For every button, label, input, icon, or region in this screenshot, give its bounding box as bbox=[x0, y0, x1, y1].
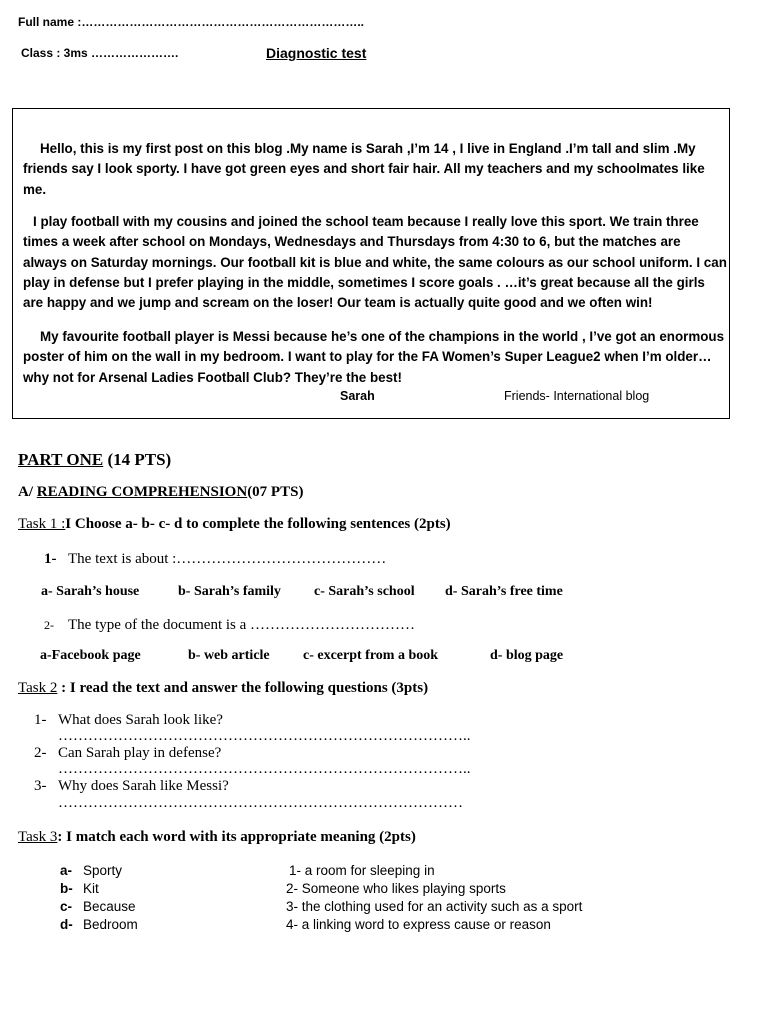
q2-option-a: a-Facebook page bbox=[40, 648, 141, 663]
task2-answer-line-1: ……………………………………………………………………….. bbox=[58, 728, 471, 744]
task2-question-3 bbox=[34, 778, 229, 795]
part-one-heading bbox=[18, 450, 171, 470]
word-letter: b- bbox=[60, 881, 73, 896]
task1-question-1 bbox=[44, 551, 386, 568]
passage-author: Sarah bbox=[340, 389, 375, 403]
section-a-title: READING COMPREHENSION bbox=[36, 484, 248, 500]
match-meaning-1: 1- a room for sleeping in bbox=[289, 863, 435, 878]
q1-option-b: b- Sarah’s family bbox=[178, 584, 281, 599]
task1-heading bbox=[18, 516, 451, 533]
task2-label: Task 2 bbox=[18, 680, 58, 696]
task2-instruction: : I read the text and answer the following questions (3pts) bbox=[57, 680, 429, 696]
part-one-points: (14 PTS) bbox=[103, 450, 172, 469]
question-number: 1- bbox=[34, 712, 47, 728]
class-field: Class : 3ms …………………. bbox=[21, 46, 179, 60]
question-text: The type of the document is a …………………………… bbox=[68, 617, 416, 633]
q1-option-a: a- Sarah’s house bbox=[41, 584, 140, 599]
question-number: 3- bbox=[34, 778, 47, 794]
q2-option-b: b- web article bbox=[188, 648, 270, 663]
task1-instruction: I Choose a- b- c- d to complete the following sentences (2pts) bbox=[65, 516, 451, 532]
question-text: Why does Sarah like Messi? bbox=[58, 778, 229, 794]
task3-label: Task 3 bbox=[18, 829, 58, 845]
reading-passage bbox=[12, 108, 730, 419]
section-a-prefix: A/ bbox=[18, 484, 37, 500]
word-text: Sporty bbox=[83, 863, 123, 878]
word-letter: a- bbox=[60, 863, 73, 878]
task2-heading bbox=[18, 680, 428, 697]
word-text: Because bbox=[83, 899, 136, 914]
question-text: Can Sarah play in defense? bbox=[58, 745, 222, 761]
passage-paragraph-3: My favourite football player is Messi because he’s one of the champions in the world , I’ve got an enormous poster of him on the wall in my bedroom. I want to play for the FA Women’s Super League2 when I’m older… why not for Arsenal Ladies Football Club? They’re the best! bbox=[23, 329, 725, 385]
question-number: 1- bbox=[44, 551, 57, 567]
match-meaning-3: 3- the clothing used for an activity such as a sport bbox=[286, 899, 583, 914]
match-word-c bbox=[60, 899, 136, 914]
match-meaning-4: 4- a linking word to express cause or reason bbox=[286, 917, 551, 932]
full-name-field: Full name :…………………………………………………………….. bbox=[18, 15, 365, 29]
passage-source: Friends- International blog bbox=[504, 389, 650, 403]
task1-label: Task 1 : bbox=[18, 516, 66, 532]
page-title: Diagnostic test bbox=[266, 45, 367, 61]
task3-heading bbox=[18, 829, 416, 846]
task3-instruction: : I match each word with its appropriate meaning (2pts) bbox=[57, 829, 416, 845]
q2-option-d: d- blog page bbox=[490, 648, 564, 663]
q1-option-d: d- Sarah’s free time bbox=[445, 584, 563, 599]
task1-question-2 bbox=[44, 617, 415, 634]
task2-question-1 bbox=[34, 712, 223, 729]
word-text: Bedroom bbox=[83, 917, 138, 932]
word-text: Kit bbox=[83, 881, 99, 896]
passage-paragraph-2: I play football with my cousins and joined the school team because I really love this sport. We train three times a week after school on Mondays, Wednesdays and Thursdays from 4:30 to 6, but the matches are always on Saturday mornings. Our football kit is blue and white, the same colours as our school uniform. I can play in defense but I prefer playing in the middle, sometimes I score goals . …it’s great because all the girls are happy and we jump and scream on the loser! Our team is actually quite good and we often win! bbox=[23, 214, 727, 311]
question-number: 2- bbox=[44, 618, 54, 632]
match-word-b bbox=[60, 881, 99, 896]
task2-question-2 bbox=[34, 745, 221, 762]
task2-answer-line-2: ……………………………………………………………………….. bbox=[58, 761, 471, 777]
q2-option-c: c- excerpt from a book bbox=[303, 648, 439, 663]
task2-answer-line-3: ……………………………………………………………………… bbox=[58, 795, 463, 811]
word-letter: c- bbox=[60, 899, 73, 914]
part-one-title: PART ONE bbox=[18, 450, 104, 469]
question-text: The text is about :…………………………………… bbox=[68, 551, 387, 567]
word-letter: d- bbox=[60, 917, 73, 932]
section-a-heading bbox=[18, 484, 303, 501]
section-a-points: (07 PTS) bbox=[247, 484, 304, 500]
passage-paragraph-1: Hello, this is my first post on this blog .My name is Sarah ,I’m 14 , I live in England .I’m tall and slim .My friends say I look sporty. I have got green eyes and short fair hair. All my teachers and my schoolmates like me. bbox=[23, 141, 705, 197]
q1-option-c: c- Sarah’s school bbox=[314, 584, 415, 599]
question-text: What does Sarah look like? bbox=[58, 712, 223, 728]
match-meaning-2: 2- Someone who likes playing sports bbox=[286, 881, 506, 896]
question-number: 2- bbox=[34, 745, 47, 761]
match-word-d bbox=[60, 917, 138, 932]
match-word-a bbox=[60, 863, 122, 878]
